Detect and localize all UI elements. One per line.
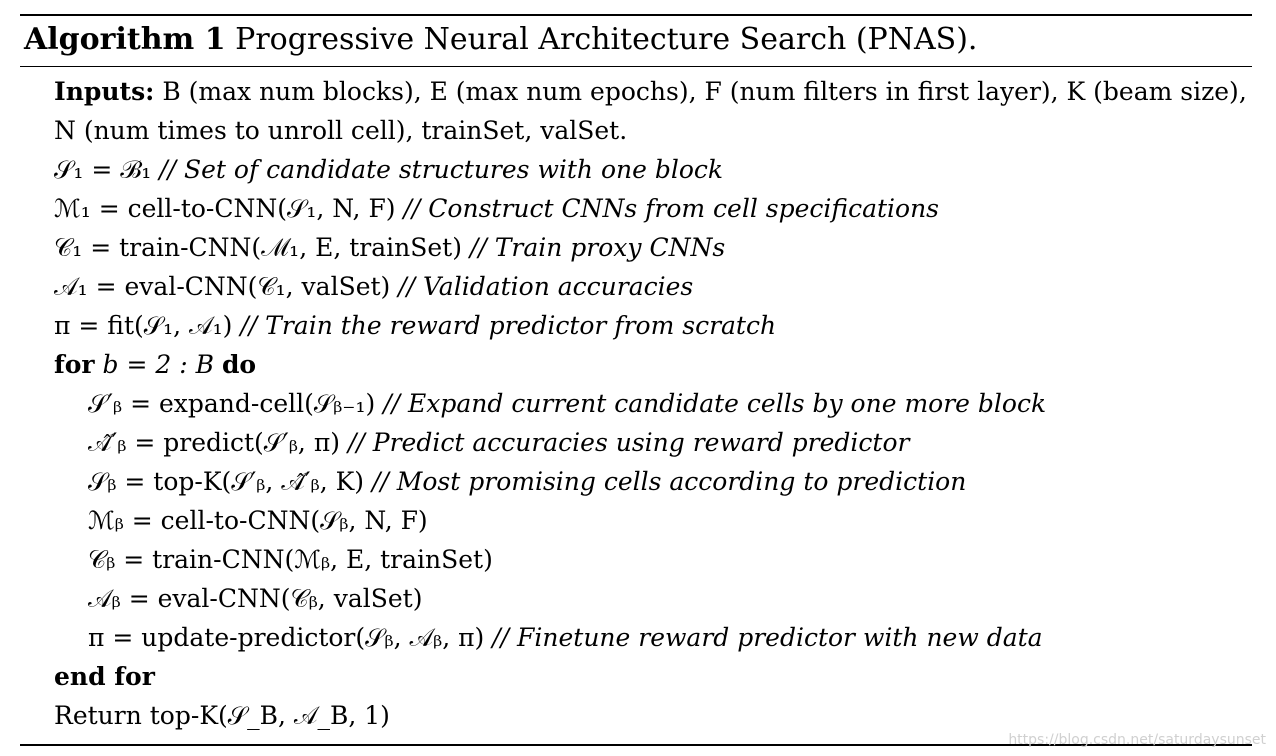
- algorithm-label: Algorithm 1: [24, 22, 226, 57]
- end-for-line: [54, 657, 1259, 696]
- loop-code-line: [54, 462, 1259, 501]
- for-line: [54, 345, 1259, 384]
- inputs-label: Inputs:: [54, 77, 155, 106]
- algorithm-body: [54, 72, 1259, 735]
- code: 𝒞₁ = train-CNN(ℳ₁, E, trainSet): [54, 233, 462, 262]
- inputs-text: B (max num blocks), E (max num epochs), F (num filters in first layer), K (beam size), N (num times to unroll cell), trainSet, valSet.: [54, 77, 1247, 145]
- code: 𝒮₁ = ℬ₁: [54, 155, 152, 184]
- code: 𝒮ᵦ = top-K(𝒮′ᵦ, 𝒜̂′ᵦ, K): [88, 467, 365, 496]
- inputs-line: [54, 72, 1259, 150]
- code-line: [54, 228, 1259, 267]
- return-line: [54, 696, 1259, 735]
- comment: // Expand current candidate cells by one more block: [375, 389, 1047, 418]
- return-statement: Return top-K(𝒮_B, 𝒜_B, 1): [54, 701, 390, 730]
- loop-code-line: [54, 384, 1259, 423]
- top-rule: [20, 14, 1252, 16]
- algorithm-title: [24, 22, 977, 58]
- loop-code-line: [54, 501, 1259, 540]
- comment: // Train the reward predictor from scratch: [232, 311, 777, 340]
- code: ℳᵦ = cell-to-CNN(𝒮ᵦ, N, F): [88, 506, 428, 535]
- comment: // Most promising cells according to prediction: [364, 467, 967, 496]
- loop-code-line: [54, 618, 1259, 657]
- code: 𝒜̂′ᵦ = predict(𝒮′ᵦ, π): [88, 428, 341, 457]
- algorithm-name: Progressive Neural Architecture Search (PNAS).: [225, 22, 978, 57]
- code: 𝒮′ᵦ = expand-cell(𝒮ᵦ₋₁): [88, 389, 376, 418]
- comment: // Validation accuracies: [390, 272, 694, 301]
- comment: // Set of candidate structures with one block: [151, 155, 724, 184]
- code: 𝒜₁ = eval-CNN(𝒞₁, valSet): [54, 272, 391, 301]
- code: ℳ₁ = cell-to-CNN(𝒮₁, N, F): [54, 194, 396, 223]
- comment: // Predict accuracies using reward predictor: [340, 428, 910, 457]
- watermark: https://blog.csdn.net/saturdaysunset: [1008, 732, 1266, 748]
- code-line: [54, 150, 1259, 189]
- for-expression: b = 2 : B: [94, 350, 222, 379]
- code: 𝒜ᵦ = eval-CNN(𝒞ᵦ, valSet): [88, 584, 423, 613]
- code-line: [54, 267, 1259, 306]
- code: π = fit(𝒮₁, 𝒜₁): [54, 311, 233, 340]
- code: π = update-predictor(𝒮ᵦ, 𝒜ᵦ, π): [88, 623, 485, 652]
- loop-code-line: [54, 423, 1259, 462]
- comment: // Finetune reward predictor with new data: [484, 623, 1043, 652]
- end-for-keyword: end for: [54, 662, 155, 691]
- loop-code-line: [54, 540, 1259, 579]
- for-keyword: for: [54, 350, 95, 379]
- comment: // Construct CNNs from cell specifications: [395, 194, 940, 223]
- title-rule: [20, 66, 1252, 67]
- code-line: [54, 306, 1259, 345]
- code: 𝒞ᵦ = train-CNN(ℳᵦ, E, trainSet): [88, 545, 493, 574]
- do-keyword: do: [221, 350, 257, 379]
- comment: // Train proxy CNNs: [461, 233, 726, 262]
- loop-code-line: [54, 579, 1259, 618]
- code-line: [54, 189, 1259, 228]
